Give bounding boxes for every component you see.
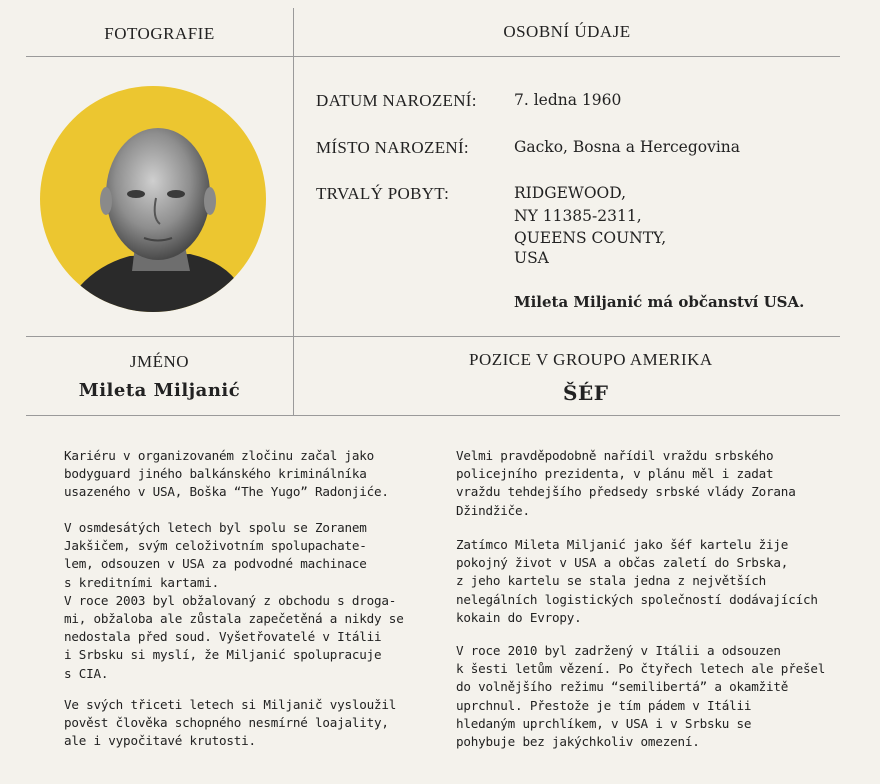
portrait-icon: [40, 86, 266, 312]
position-header: POZICE V GROUPO AMERIKA: [469, 350, 713, 369]
residence-label: TRVALÝ POBYT:: [316, 184, 450, 203]
bio-left-paragraph: V osmdesátých letech byl spolu se Zoranem Jakšičem, svým celoživotním spolupachate- lem, odsouzen v USA za podvodné machinace s kreditními kartami. V roce 2003 byl obžalovaný z obchodu s droga- mi, obžaloba ale zůstala zapečetěná a nikdy se nedostala před soud. Vyšetřovatelé v Itálii i Srbsku si myslí, že Miljanić spolupracuje s CIA.: [64, 520, 404, 681]
portrait-photo: [40, 86, 266, 312]
citizenship-note: Mileta Miljanić má občanství USA.: [514, 293, 805, 311]
bio-right-paragraph: V roce 2010 byl zadržený v Itálii a odsouzen k šesti letům vězení. Po čtyřech letech ale přešel do volnějšího režimu “semilibertá” a okamžitě uprchnul. Přestože je tím pádem v Itálii hledaným uprchlíkem, v USA i v Srbsku se pohybuje bez jakýchkoliv omezení.: [456, 643, 826, 750]
photo-header: FOTOGRAFIE: [104, 24, 215, 43]
bio-left-paragraph: Kariéru v organizovaném zločinu začal jako bodyguard jiného balkánského kriminálníka usazeného v USA, Boška “The Yugo” Radonjiće.: [64, 448, 389, 500]
residence-line: USA: [514, 249, 549, 267]
birth-date-value: 7. ledna 1960: [514, 91, 622, 109]
position-value: ŠÉF: [563, 381, 609, 405]
bio-right-paragraph: Velmi pravděpodobně nařídil vraždu srbského policejního prezidenta, v plánu měl i zadat vraždu tehdejšího předsedy srbské vlády Zorana Džindžiče.: [456, 448, 796, 518]
birth-place-value: Gacko, Bosna a Hercegovina: [514, 138, 741, 156]
residence-line: RIDGEWOOD,: [514, 184, 627, 202]
birth-place-label: MÍSTO NAROZENÍ:: [316, 138, 469, 157]
bottom-rule: [26, 415, 840, 416]
header-rule: [26, 56, 840, 57]
bio-right-paragraph: Zatímco Mileta Miljanić jako šéf kartelu žije pokojný život v USA a občas zaletí do Srbska, z jeho kartelu se stala jedna z největších nelegálních logistických společností dodávajících kokain do Evropy.: [456, 537, 818, 625]
name-header: JMÉNO: [129, 352, 190, 371]
name-value: Mileta Miljanić: [78, 380, 241, 401]
residence-line: NY 11385-2311,: [514, 207, 642, 225]
personal-header: OSOBNÍ ÚDAJE: [503, 22, 631, 41]
middle-rule: [26, 336, 840, 337]
birth-date-label: DATUM NAROZENÍ:: [316, 91, 477, 110]
residence-line: QUEENS COUNTY,: [514, 229, 667, 247]
bio-left-paragraph: Ve svých třiceti letech si Miljanič vysloužil pověst člověka schopného nesmírné loajality, ale i vypočitavé krutosti.: [64, 697, 397, 749]
